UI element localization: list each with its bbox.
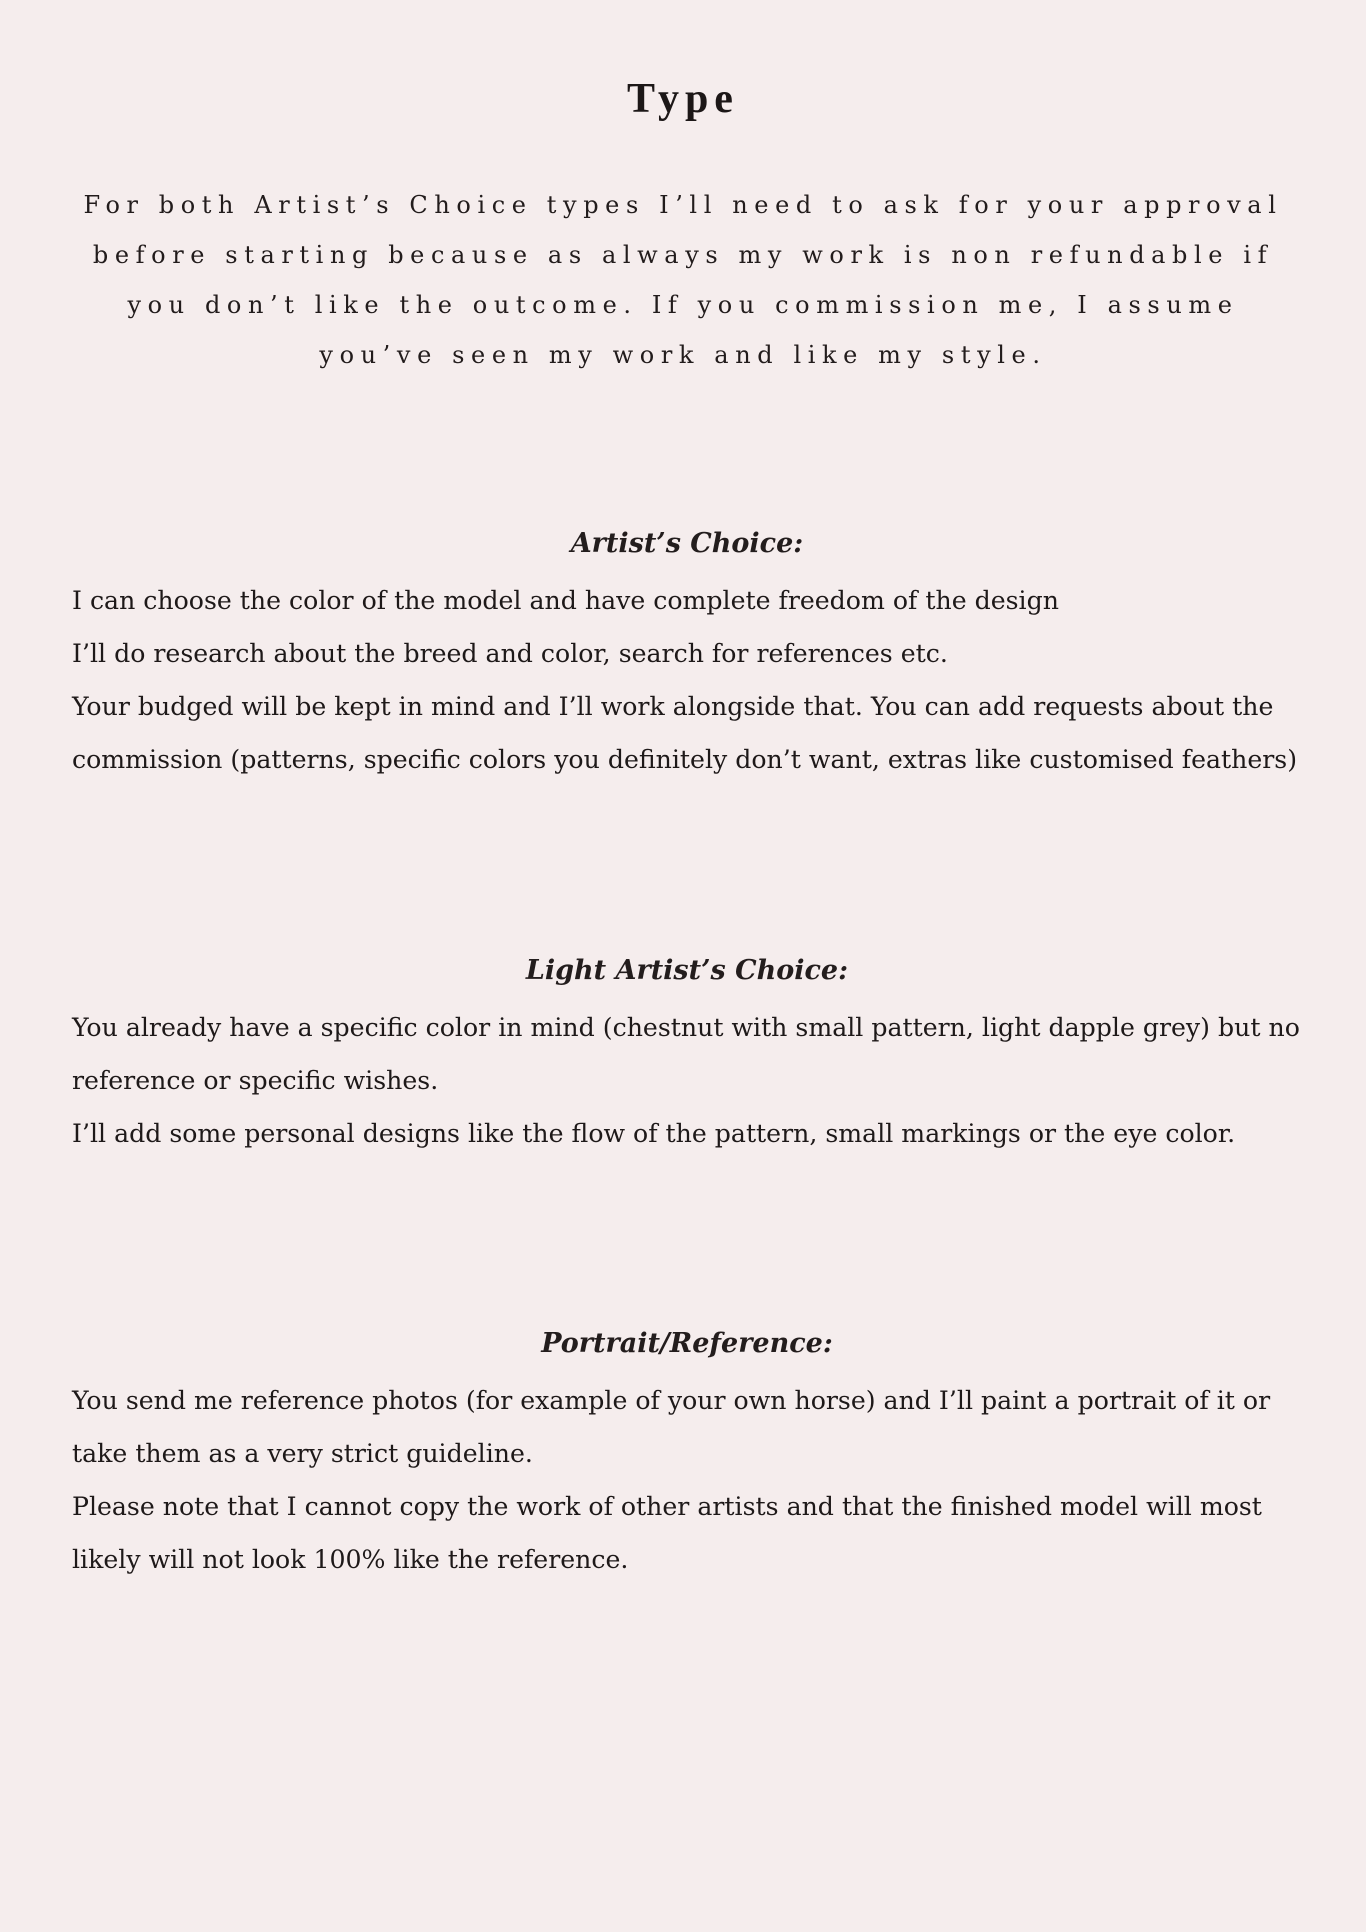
section-line: I’ll add some personal designs like the flow of the pattern, small markings or the eye color. bbox=[72, 1119, 1236, 1148]
section-portrait-reference bbox=[72, 1322, 1302, 1586]
section-body bbox=[72, 1374, 1302, 1586]
section-body bbox=[72, 574, 1302, 786]
section-line: I’ll do research about the breed and color, search for references etc. bbox=[72, 639, 948, 668]
section-heading: Light Artist’s Choice: bbox=[525, 955, 849, 986]
section-artists-choice bbox=[72, 522, 1302, 786]
page-title: Type bbox=[627, 76, 739, 123]
section-heading: Portrait/Reference: bbox=[541, 1328, 833, 1359]
section-line: You already have a specific color in mind (chestnut with small pattern, light dapple grey) but no reference or specific wishes. bbox=[72, 1013, 1300, 1095]
section-light-artists-choice bbox=[72, 949, 1302, 1160]
section-body bbox=[72, 1001, 1302, 1160]
section-line: Please note that I cannot copy the work of other artists and that the finished model will most likely will not look 100% like the reference. bbox=[72, 1492, 1262, 1574]
section-line: You send me reference photos (for example of your own horse) and I’ll paint a portrait of it or take them as a very strict guideline. bbox=[72, 1386, 1271, 1468]
section-heading: Artist’s Choice: bbox=[570, 528, 804, 559]
section-line: Your budged will be kept in mind and I’ll work alongside that. You can add requests about the commission (patterns, specific colors you definitely don’t want, extras like customised feathers) bbox=[72, 692, 1298, 774]
section-line: I can choose the color of the model and have complete freedom of the design bbox=[72, 586, 1059, 615]
intro-paragraph: For both Artist’s Choice types I’ll need to ask for your approval before starting because as always my work is non refundable if you don’t like the outcome. If you commission me, I assume you’ve seen my work and like my style. bbox=[83, 191, 1283, 369]
